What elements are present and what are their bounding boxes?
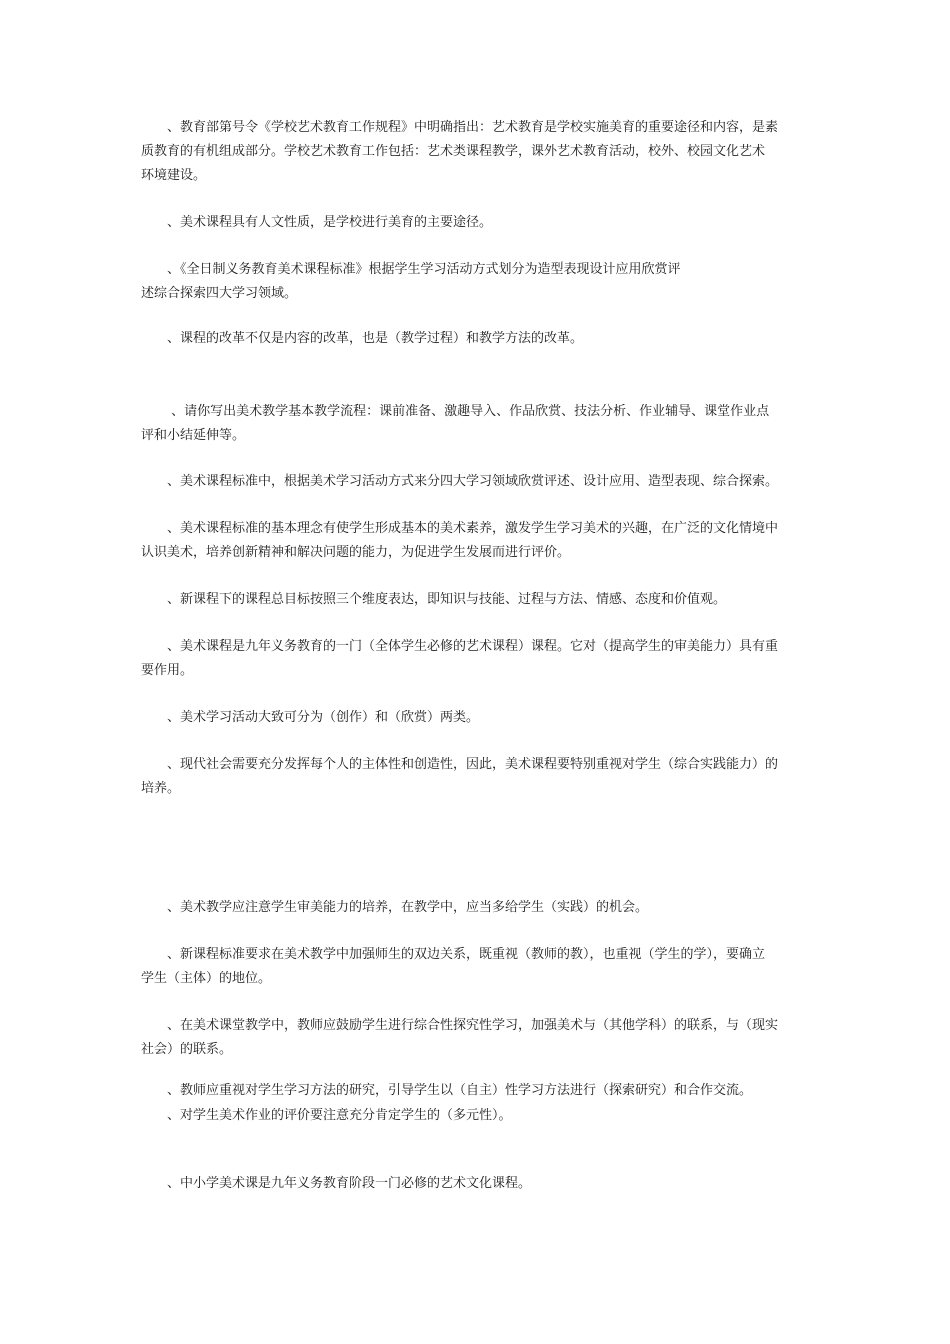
paragraph-line: 社会）的联系。 xyxy=(141,1042,233,1057)
paragraph-line: 、中小学美术课是九年义务教育阶段一门必修的艺术文化课程。 xyxy=(141,1176,532,1191)
paragraph-line: 、美术课程标准中，根据美术学习活动方式来分四大学习领域欣赏评述、设计应用、造型表现、综合探索。 xyxy=(141,474,779,489)
paragraph-5 xyxy=(141,400,811,448)
paragraph-7 xyxy=(141,517,811,565)
paragraph-line: 、请你写出美术教学基本教学流程：课前准备、激趣导入、作品欣赏、技法分析、作业辅导、课堂作业点 xyxy=(141,404,770,419)
paragraph-line: 、对学生美术作业的评价要注意充分肯定学生的（多元性）。 xyxy=(141,1108,512,1123)
paragraph-line: 评和小结延伸等。 xyxy=(141,428,246,443)
paragraph-line: 、《全日制义务教育美术课程标准》根据学生学习活动方式划分为造型表现设计应用欣赏评 xyxy=(141,262,681,277)
paragraph-line: 要作用。 xyxy=(141,663,194,678)
paragraph-4 xyxy=(141,327,811,351)
paragraph-line: 、美术课程是九年义务教育的一门（全体学生必修的艺术课程）课程。它对（提高学生的审美能力）具有重 xyxy=(141,639,779,654)
paragraph-14 xyxy=(141,1014,811,1062)
paragraph-line: 、新课程下的课程总目标按照三个维度表达，即知识与技能、过程与方法、情感、态度和价值观。 xyxy=(141,592,727,607)
paragraph-line: 、美术学习活动大致可分为（创作）和（欣赏）两类。 xyxy=(141,710,480,725)
paragraph-9 xyxy=(141,635,811,683)
paragraph-line: 环境建设。 xyxy=(141,168,207,183)
paragraph-line: 认识美术，培养创新精神和解决问题的能力，为促进学生发展而进行评价。 xyxy=(141,545,571,560)
paragraph-line: 、课程的改革不仅是内容的改革，也是（教学过程）和教学方法的改革。 xyxy=(141,331,584,346)
paragraph-line: 、美术课程具有人文性质，是学校进行美育的主要途径。 xyxy=(141,215,493,230)
paragraph-3 xyxy=(141,258,811,306)
paragraph-line: 质教育的有机组成部分。学校艺术教育工作包括：艺术类课程教学，课外艺术教育活动，校外、校园文化艺术 xyxy=(141,144,766,159)
paragraph-11 xyxy=(141,753,811,801)
paragraph-line: 、教育部第号令《学校艺术教育工作规程》中明确指出：艺术教育是学校实施美育的重要途径和内容，是素 xyxy=(141,120,779,135)
paragraph-2 xyxy=(141,211,811,235)
paragraph-line: 、新课程标准要求在美术教学中加强师生的双边关系，既重视（教师的教），也重视（学生的学），要确立 xyxy=(141,947,766,962)
paragraph-8 xyxy=(141,588,811,612)
paragraph-17 xyxy=(141,1172,811,1196)
paragraph-1 xyxy=(141,116,811,188)
paragraph-line: 培养。 xyxy=(141,781,181,796)
paragraph-line: 、美术教学应注意学生审美能力的培养，在教学中，应当多给学生（实践）的机会。 xyxy=(141,900,649,915)
paragraph-line: 学生（主体）的地位。 xyxy=(141,971,272,986)
paragraph-line: 、美术课程标准的基本理念有使学生形成基本的美术素养，激发学生学习美术的兴趣，在广泛的文化情境中 xyxy=(141,521,779,536)
paragraph-line: 、教师应重视对学生学习方法的研究，引导学生以（自主）性学习方法进行（探索研究）和合作交流。 xyxy=(141,1083,753,1098)
paragraph-12 xyxy=(141,896,811,920)
paragraph-13 xyxy=(141,943,811,991)
paragraph-15 xyxy=(141,1079,811,1103)
paragraph-line: 、在美术课堂教学中，教师应鼓励学生进行综合性探究性学习，加强美术与（其他学科）的联系，与（现实 xyxy=(141,1018,779,1033)
paragraph-6 xyxy=(141,470,811,494)
paragraph-16 xyxy=(141,1104,811,1128)
paragraph-10 xyxy=(141,706,811,730)
paragraph-line: 述综合探索四大学习领域。 xyxy=(141,286,298,301)
paragraph-line: 、现代社会需要充分发挥每个人的主体性和创造性，因此，美术课程要特别重视对学生（综合实践能力）的 xyxy=(141,757,779,772)
